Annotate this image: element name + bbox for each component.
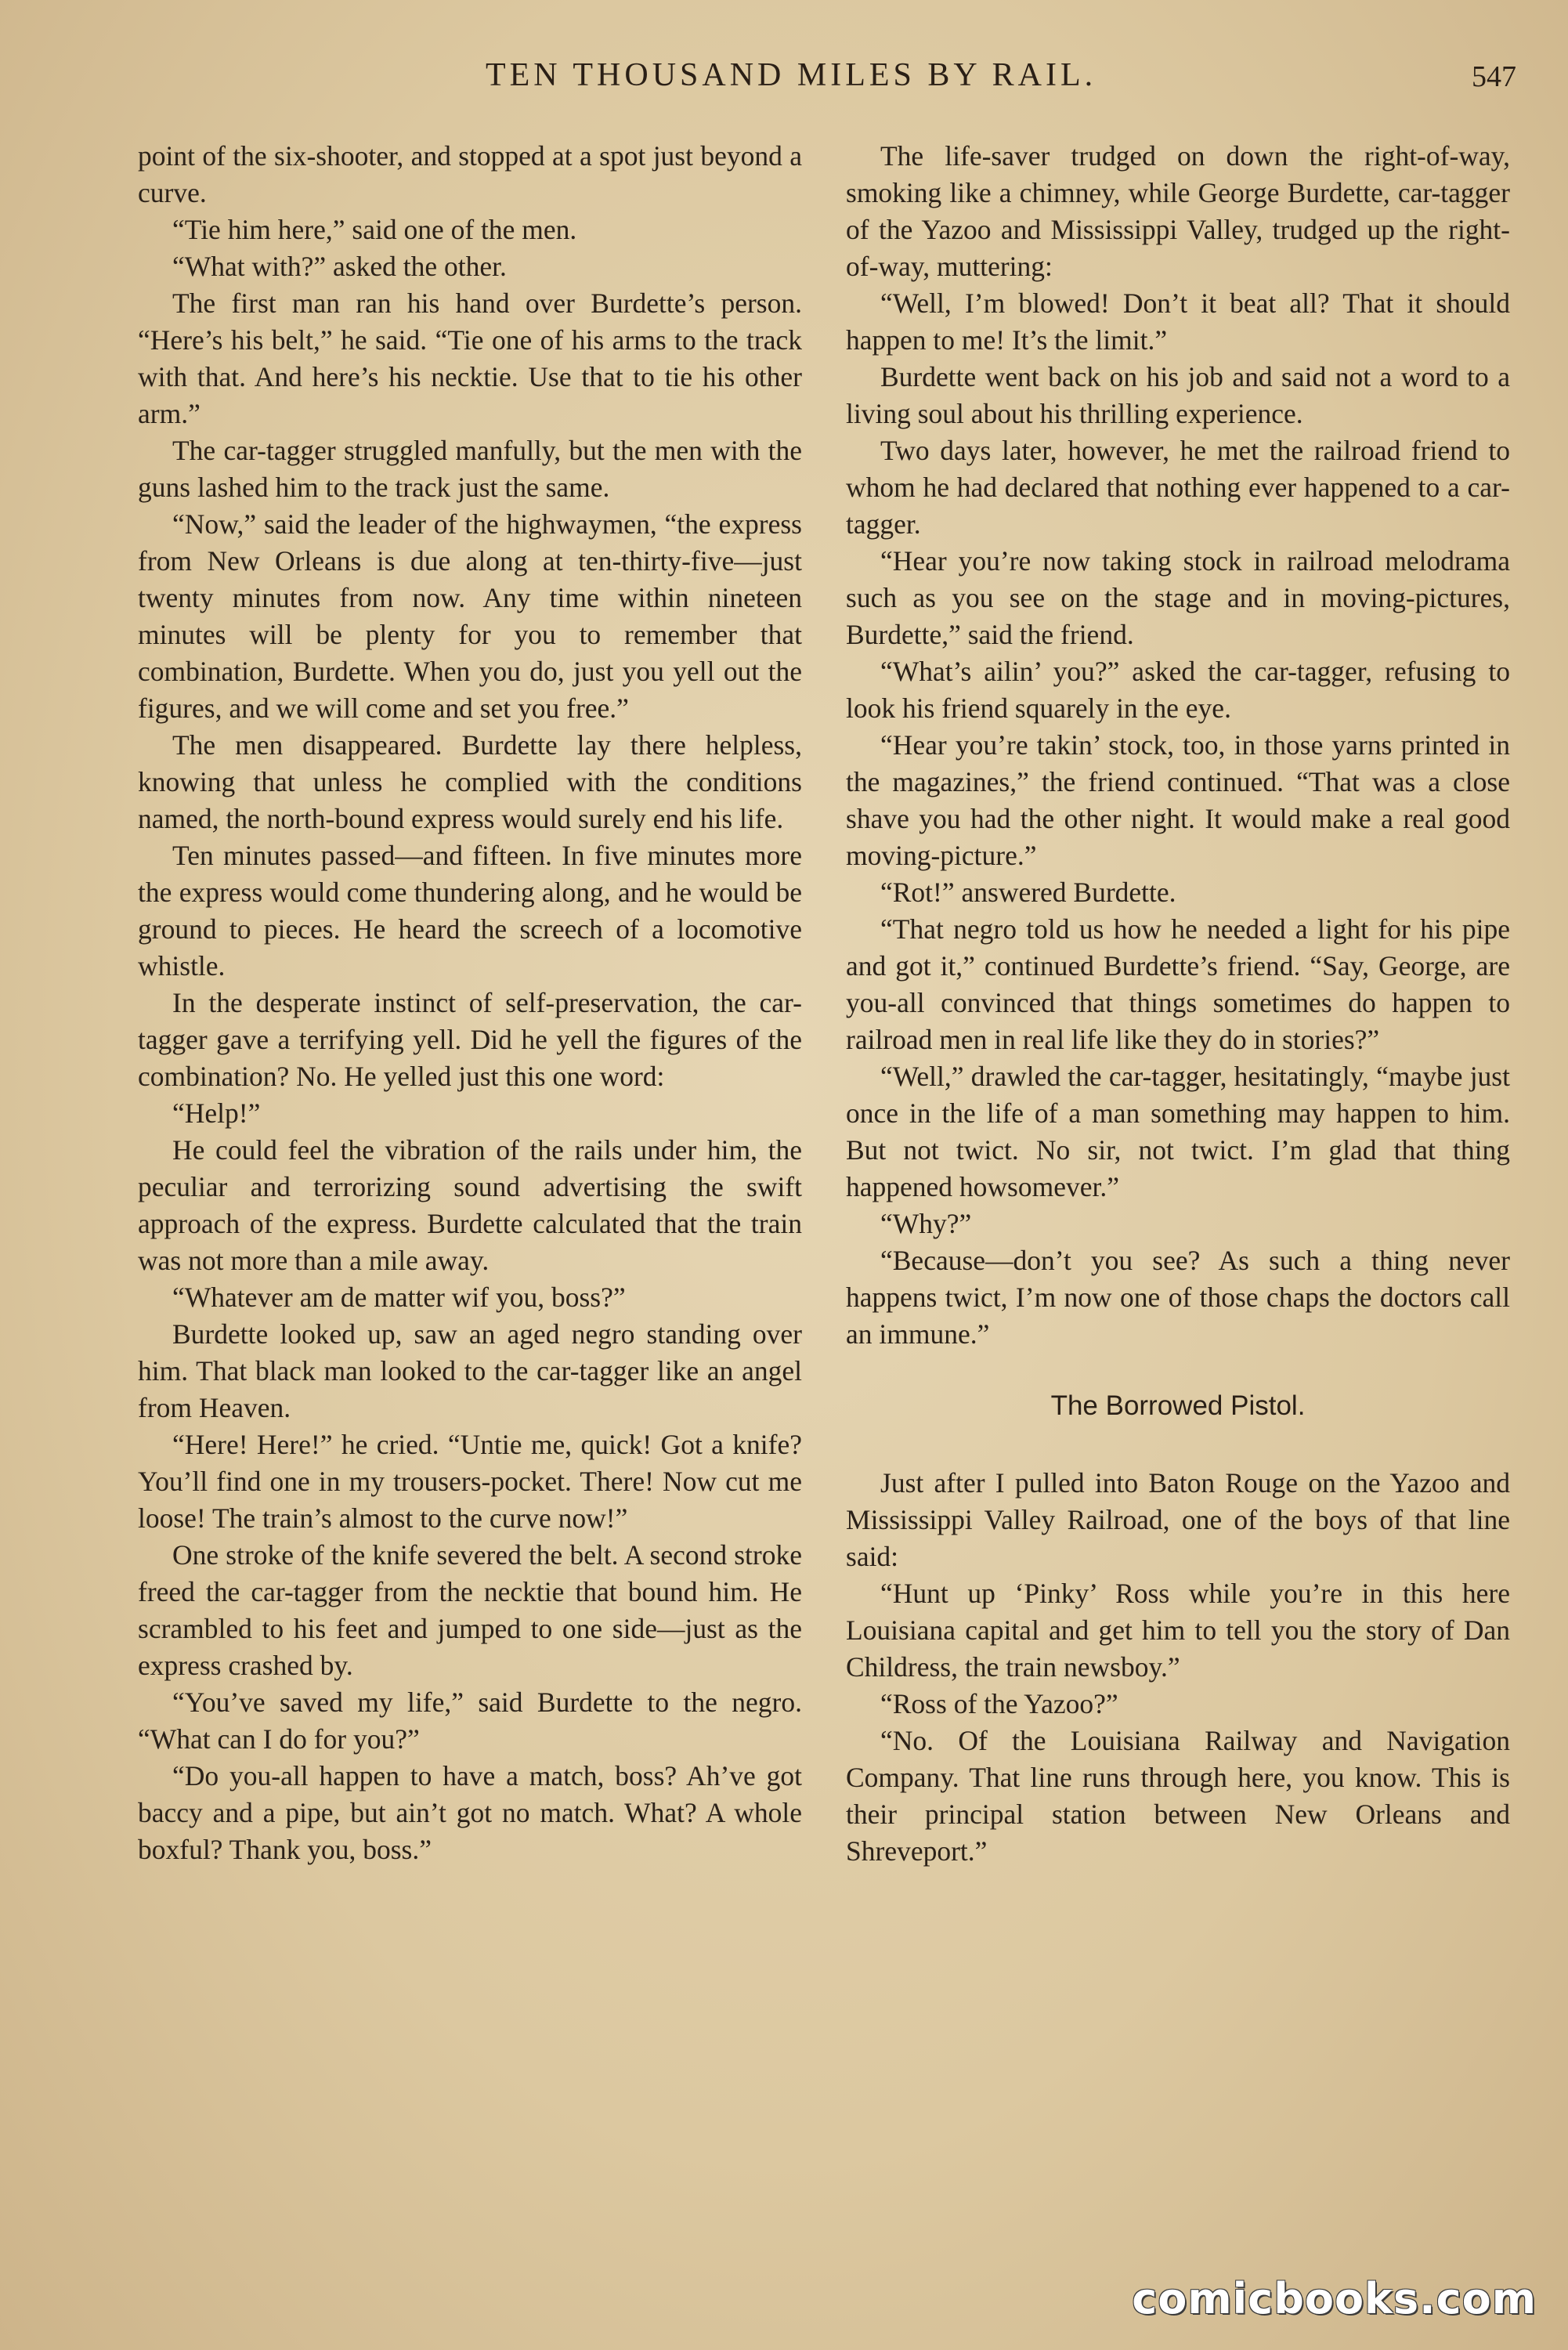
paragraph: “You’ve saved my life,” said Burdette to the negro. “What can I do for you?” — [138, 1687, 802, 1755]
paragraph: “Hear you’re takin’ stock, too, in those yarns printed in the magazines,” the friend continued. “That was a close shave you had the other night. It would make a real good moving-picture.” — [846, 729, 1510, 871]
paragraph: “Here! Here!” he cried. “Untie me, quick! Got a knife? You’ll find one in my trousers-pocket. There! Now cut me loose! The train’s almost to the curve now!” — [138, 1429, 802, 1534]
paragraph: Ten minutes passed—and fifteen. In five minutes more the express would come thundering along, and he would be ground to pieces. He heard the screech of a locomotive whistle. — [138, 840, 802, 982]
paragraph: “What with?” asked the other. — [172, 251, 507, 282]
paragraph: Burdette looked up, saw an aged negro standing over him. That black man looked to the car-tagger like an angel from Heaven. — [138, 1318, 802, 1423]
paragraph: Just after I pulled into Baton Rouge on the Yazoo and Mississippi Valley Railroad, one of the boys of that line said: — [846, 1467, 1510, 1572]
paragraph: “Do you-all happen to have a match, boss? Ah’ve got baccy and a pipe, but ain’t got no match. What? A whole boxful? Thank you, boss.” — [138, 1760, 802, 1865]
paragraph: The car-tagger struggled manfully, but the men with the guns lashed him to the track just the same. — [138, 435, 802, 503]
paragraph: He could feel the vibration of the rails under him, the peculiar and terrorizing sound advertising the swift approach of the express. Burdette calculated that the train was not more than a mile away. — [138, 1134, 802, 1276]
paragraph: point of the six-shooter, and stopped at a spot just beyond a curve. — [138, 140, 802, 208]
watermark: comicbooks.com — [1132, 2274, 1537, 2323]
paragraph: “Now,” said the leader of the highwaymen, “the express from New Orleans is due along at ten-thirty-five—just twenty minutes from now. Any time within nineteen minutes will be plenty for you to remember that combination, Burdette. When you do, just you yell out the figures, and we will come and set you free.” — [138, 508, 802, 724]
paragraph: In the desperate instinct of self-preservation, the car-tagger gave a terrifying yell. Did he yell the figures of the combination? No. He yelled just this one word: — [138, 987, 802, 1092]
paragraph: “Help!” — [172, 1097, 261, 1129]
paragraph: “Rot!” answered Burdette. — [880, 877, 1176, 908]
paragraph: “Hunt up ‘Pinky’ Ross while you’re in this here Louisiana capital and get him to tell you the story of Dan Childress, the train newsboy.” — [846, 1578, 1510, 1683]
paragraph: The men disappeared. Burdette lay there helpless, knowing that unless he complied with the conditions named, the north-bound express would surely end his life. — [138, 729, 802, 834]
paragraph: “Well, I’m blowed! Don’t it beat all? That it should happen to me! It’s the limit.” — [846, 287, 1510, 356]
paragraph: Two days later, however, he met the railroad friend to whom he had declared that nothing ever happened to a car-tagger. — [846, 435, 1510, 540]
paragraph: “Hear you’re now taking stock in railroad melodrama such as you see on the stage and in moving-pictures, Burdette,” said the friend. — [846, 545, 1510, 650]
right-column — [846, 138, 1510, 1870]
paragraph: The life-saver trudged on down the right-of-way, smoking like a chimney, while George Burdette, car-tagger of the Yazoo and Mississippi Valley, trudged up the right-of-way, muttering: — [846, 140, 1510, 282]
paragraph: “That negro told us how he needed a light for his pipe and got it,” continued Burdette’s friend. “Say, George, are you-all convinced that things sometimes do happen to railroad men in real life like they do in stories?” — [846, 913, 1510, 1055]
paragraph: “Well,” drawled the car-tagger, hesitatingly, “maybe just once in the life of a man something may happen to him. But not twict. No sir, not twict. I’m glad that thing happened howsomever.” — [846, 1061, 1510, 1202]
page-header — [0, 56, 1568, 103]
section-heading: The Borrowed Pistol. — [1050, 1390, 1306, 1421]
paragraph: “Ross of the Yazoo?” — [880, 1688, 1118, 1719]
paragraph: “No. Of the Louisiana Railway and Navigation Company. That line runs through here, you know. This is their principal station between New Orleans and Shreveport.” — [846, 1725, 1510, 1867]
paragraph: “Because—don’t you see? As such a thing never happens twict, I’m now one of those chaps the doctors call an immune.” — [846, 1245, 1510, 1350]
paragraph: One stroke of the knife severed the belt. A second stroke freed the car-tagger from the necktie that bound him. He scrambled to his feet and jumped to one side—just as the express crashed by. — [138, 1539, 802, 1681]
paragraph: “Why?” — [880, 1208, 972, 1239]
paragraph: “What’s ailin’ you?” asked the car-tagger, refusing to look his friend squarely in the eye. — [846, 656, 1510, 724]
page-number: 547 — [1472, 60, 1516, 93]
paragraph: “Tie him here,” said one of the men. — [172, 214, 577, 245]
running-title: TEN THOUSAND MILES BY RAIL. — [486, 57, 1097, 93]
left-column — [138, 138, 802, 1868]
paragraph: “Whatever am de matter wif you, boss?” — [172, 1282, 626, 1313]
paragraph: The first man ran his hand over Burdette’s person. “Here’s his belt,” he said. “Tie one of his arms to the track with that. And here’s his necktie. Use that to tie his other arm.” — [138, 287, 802, 429]
paragraph: Burdette went back on his job and said not a word to a living soul about his thrilling experience. — [846, 361, 1510, 429]
